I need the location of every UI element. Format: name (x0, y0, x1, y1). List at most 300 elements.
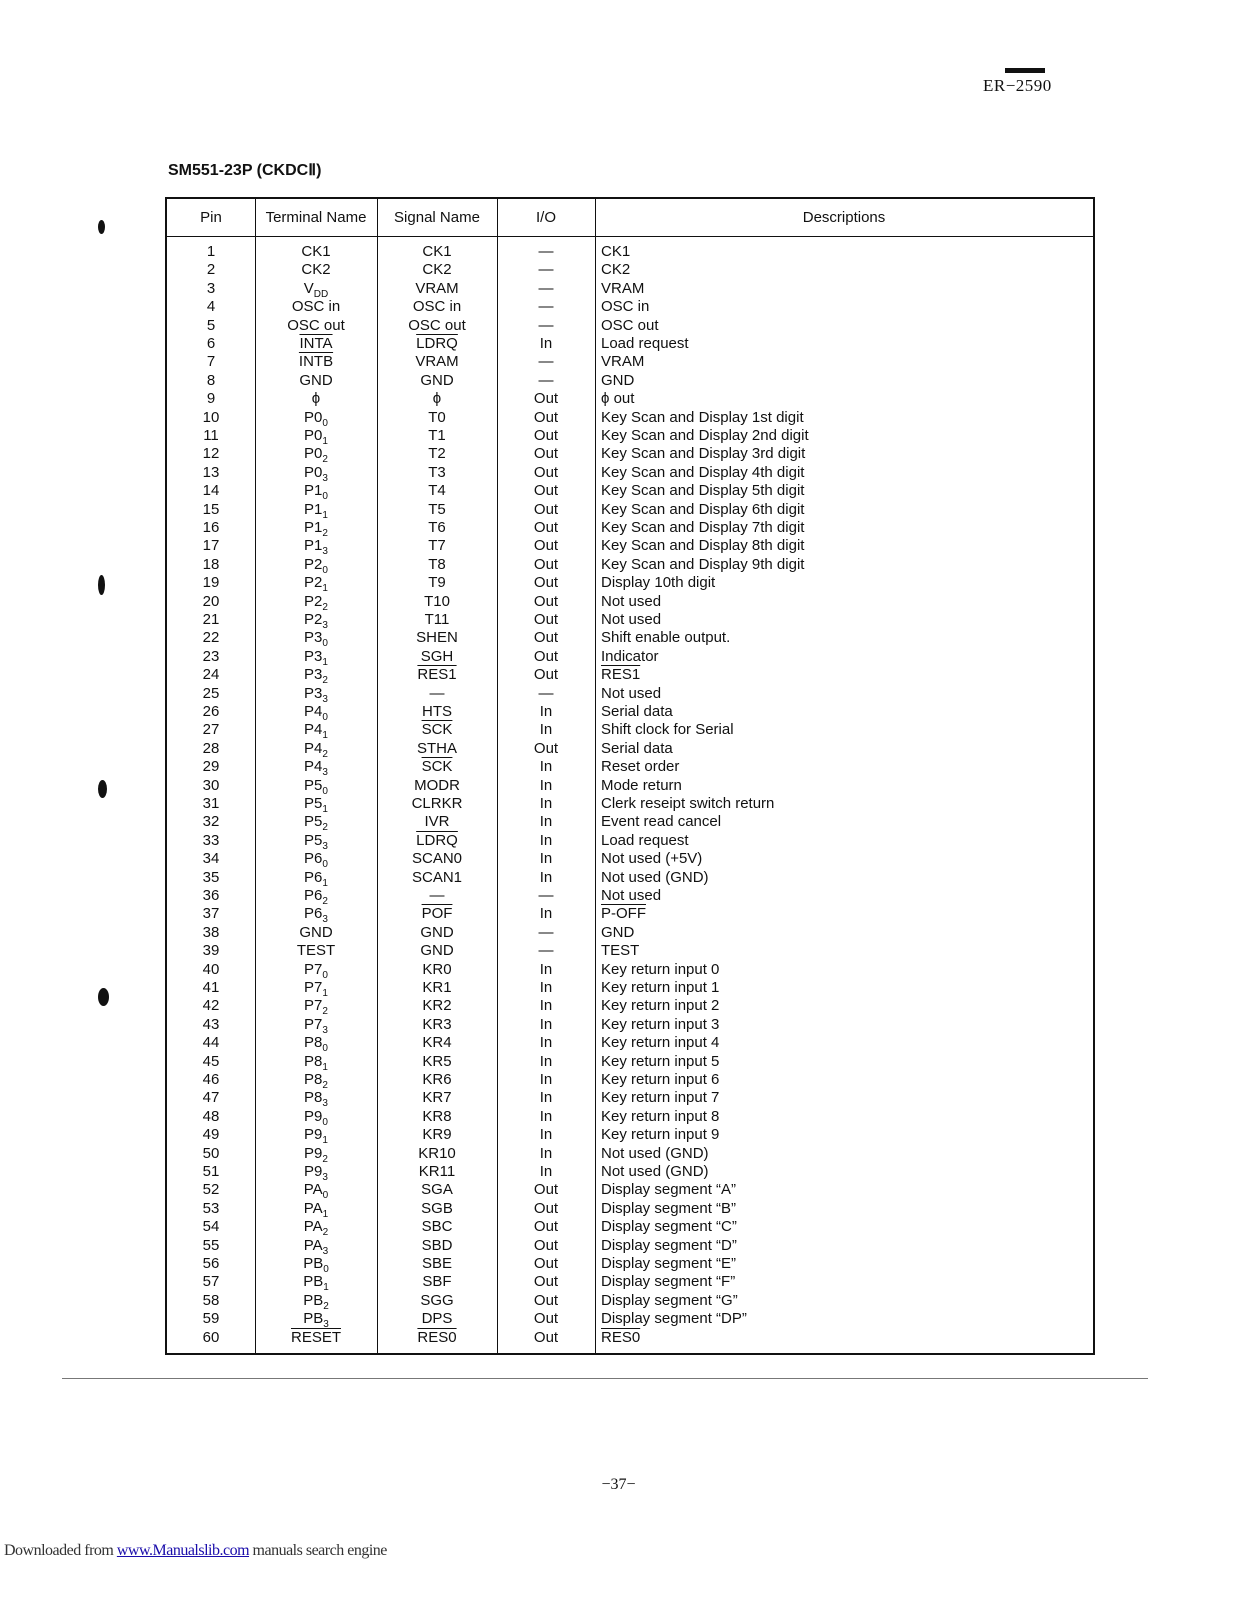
signal-name-cell: LDRQ (416, 831, 458, 849)
io-cell: In (539, 1126, 553, 1144)
description-cell: Not used (601, 684, 662, 702)
terminal-name-cell: $P0_0$ (304, 408, 328, 429)
io-cell: In (539, 1144, 553, 1162)
signal-name-cell: SGA (421, 1181, 453, 1199)
description-cell: VRAM (601, 353, 645, 371)
signal-name-cell: SBF (422, 1273, 452, 1291)
table-row (167, 648, 1093, 666)
table-row (167, 740, 1093, 758)
pin-cell: 50 (202, 1144, 220, 1162)
binder-hole-mark (98, 220, 105, 234)
pin-cell: 42 (202, 997, 220, 1015)
binder-hole-mark (98, 575, 105, 595)
table-row (167, 1218, 1093, 1239)
pin-cell: 32 (202, 813, 220, 831)
description-cell: Not used (601, 887, 662, 904)
pin-cell: 48 (202, 1107, 220, 1125)
description-cell: Not used (GND) (601, 1163, 709, 1180)
table-row (167, 611, 1093, 629)
pin-cell: 15 (202, 500, 220, 518)
pin-cell: 51 (202, 1163, 220, 1180)
pin-cell: 6 (206, 335, 216, 352)
terminal-name-cell: $P1_0$ (304, 482, 328, 503)
io-cell: In (539, 703, 553, 720)
signal-name-cell: $\overline{SCK}$ (421, 758, 453, 776)
pin-cell: 59 (202, 1310, 220, 1328)
table-row (167, 1126, 1093, 1147)
table-row (167, 556, 1093, 574)
table-row (167, 464, 1093, 482)
io-cell: Out (533, 555, 559, 573)
terminal-name-cell: $PA_0$ (303, 1181, 329, 1202)
pin-cell: 12 (202, 445, 220, 463)
terminal-name-cell: $P0_1$ (304, 427, 328, 447)
pin-cell: 38 (202, 923, 220, 941)
signal-name-cell: RES1 (417, 666, 457, 684)
pin-cell: 55 (202, 1236, 220, 1254)
pin-cell: 16 (202, 519, 220, 536)
header-divider (167, 236, 1093, 237)
signal-name-cell: HTS (422, 703, 452, 720)
signal-name-cell: KR11 (418, 1163, 456, 1180)
table-row (167, 537, 1093, 558)
signal-name-cell: T11 (424, 611, 450, 628)
pin-cell: 52 (202, 1181, 220, 1199)
signal-name-cell: KR7 (422, 1089, 452, 1107)
table-row (167, 390, 1093, 408)
terminal-name-cell: CK2 (301, 261, 331, 279)
terminal-name-cell: $P6_1$ (304, 868, 328, 889)
table-row (167, 409, 1093, 427)
table-row (167, 869, 1093, 887)
column-header-terminal-name: Terminal Name (265, 209, 367, 226)
pin-cell: 49 (202, 1126, 220, 1144)
io-cell: Out (533, 537, 559, 555)
io-cell: In (539, 795, 553, 812)
terminal-name-cell: $P3_1$ (304, 647, 328, 668)
pin-cell: 19 (202, 574, 220, 592)
io-cell: Out (533, 739, 559, 757)
signal-name-cell: — (429, 887, 445, 904)
page-number: −37− (601, 1476, 636, 1493)
description-cell: Display segment “D” (601, 1236, 737, 1254)
pin-cell: 8 (206, 371, 216, 389)
signal-name-cell: SBE (421, 1255, 452, 1272)
io-cell: In (539, 1015, 553, 1033)
signal-name-cell: DPS (421, 1310, 453, 1328)
pin-cell: 58 (202, 1291, 220, 1309)
signal-name-cell: T8 (428, 555, 446, 573)
io-cell: Out (533, 1218, 559, 1236)
terminal-name-cell: OSC out (287, 316, 345, 334)
footer-suffix: manuals search engine (249, 1542, 387, 1559)
description-cell: Event read cancel (601, 813, 722, 831)
description-cell: Key return input 0 (601, 960, 720, 978)
description-cell: Display segment “A” (601, 1181, 737, 1199)
table-row (167, 482, 1093, 503)
signal-name-cell: T9 (428, 574, 446, 592)
signal-name-cell: SGG (420, 1291, 454, 1309)
terminal-name-cell: $P9_3$ (304, 1163, 328, 1183)
description-cell: Display segment “E” (601, 1255, 737, 1272)
signal-name-cell: IVR (424, 813, 450, 831)
pin-cell: 60 (202, 1328, 220, 1346)
terminal-name-cell: $P1_3$ (304, 537, 328, 558)
terminal-name-cell: $P8_2$ (304, 1071, 328, 1091)
table-row (167, 1255, 1093, 1273)
description-cell: Display segment “G” (601, 1291, 738, 1309)
terminal-name-cell: $P7_2$ (304, 997, 328, 1018)
table-row (167, 1163, 1093, 1181)
terminal-name-cell: INTA (299, 335, 333, 352)
pin-cell: 39 (202, 942, 220, 960)
description-cell: Key Scan and Display 1st digit (601, 408, 804, 426)
io-cell: Out (533, 592, 559, 610)
io-cell: Out (533, 666, 559, 684)
terminal-name-cell: $P1_2$ (304, 519, 328, 539)
io-cell: — (538, 887, 554, 904)
signal-name-cell: SCAN0 (411, 850, 463, 868)
table-row (167, 666, 1093, 687)
table-row (167, 924, 1093, 942)
io-cell: Out (533, 1236, 559, 1254)
table-row (167, 961, 1093, 979)
io-cell: In (539, 721, 553, 739)
terminal-name-cell: $PB_2$ (303, 1291, 329, 1312)
table-row (167, 777, 1093, 795)
pin-cell: 4 (206, 298, 216, 316)
terminal-name-cell: OSC in (291, 298, 341, 316)
description-cell: Key return input 7 (601, 1089, 720, 1107)
signal-name-cell: SHEN (416, 629, 458, 647)
io-cell: In (539, 997, 553, 1015)
io-cell: Out (533, 611, 559, 628)
table-row (167, 298, 1093, 316)
table-row (167, 1329, 1093, 1347)
description-cell: Load request (601, 831, 689, 849)
description-cell: Key return input 2 (601, 997, 720, 1015)
terminal-name-cell: $P8_0$ (304, 1034, 328, 1055)
io-cell: — (538, 942, 554, 960)
pin-cell: 24 (202, 666, 220, 684)
description-cell: Key Scan and Display 9th digit (601, 555, 805, 573)
description-cell: Key return input 9 (601, 1126, 720, 1144)
table-row (167, 942, 1093, 960)
io-cell: In (539, 868, 553, 886)
signal-name-cell: T2 (428, 445, 446, 463)
table-row (167, 501, 1093, 519)
terminal-name-cell: $PA_3$ (303, 1236, 329, 1257)
io-cell: Out (533, 574, 559, 592)
description-cell: Display segment “C” (601, 1218, 737, 1236)
table-row (167, 1145, 1093, 1163)
description-cell: Key Scan and Display 2nd digit (601, 427, 809, 444)
table-row (167, 1181, 1093, 1202)
table-row (167, 850, 1093, 871)
io-cell: — (538, 353, 554, 371)
signal-name-cell: KR4 (422, 1034, 452, 1052)
description-cell: Key Scan and Display 8th digit (601, 537, 805, 555)
pin-cell: 44 (202, 1034, 220, 1052)
signal-name-cell: STHA (416, 739, 457, 757)
signal-name-cell: LDRQ (416, 335, 458, 352)
signal-name-cell: KR1 (422, 979, 452, 996)
footer (4, 1542, 387, 1560)
description-cell: OSC in (601, 298, 650, 316)
description-cell: Key return input 8 (601, 1107, 720, 1125)
description-cell: GND (601, 923, 635, 941)
description-cell: VRAM (601, 279, 645, 297)
description-cell: Display segment “DP” (601, 1310, 747, 1328)
io-cell: Out (533, 629, 559, 647)
table-row (167, 1273, 1093, 1294)
description-cell: ϕ out (601, 390, 635, 408)
io-cell: — (538, 371, 554, 389)
signal-name-cell: GND (420, 942, 454, 960)
pin-cell: 33 (202, 831, 220, 849)
terminal-name-cell: $P2_3$ (304, 611, 328, 631)
table-row (167, 832, 1093, 850)
terminal-name-cell: $P6_2$ (304, 887, 328, 907)
signal-name-cell: KR10 (418, 1144, 456, 1162)
io-cell: In (539, 1071, 553, 1088)
table-row (167, 997, 1093, 1018)
pin-cell: 41 (202, 979, 220, 996)
signal-name-cell: GND (420, 371, 454, 389)
pin-cell: 26 (202, 703, 220, 720)
table-row (167, 795, 1093, 813)
terminal-name-cell: $P4_1$ (304, 721, 328, 742)
signal-name-cell: CK2 (422, 261, 452, 279)
io-cell: Out (533, 1328, 559, 1346)
table-row (167, 1089, 1093, 1110)
pin-cell: 46 (202, 1071, 220, 1088)
column-header-signal-name: Signal Name (394, 209, 480, 226)
description-cell: RES1 (601, 666, 641, 684)
io-cell: — (538, 923, 554, 941)
signal-name-cell: T4 (428, 482, 446, 500)
table-row (167, 261, 1093, 279)
pin-cell: 57 (202, 1273, 220, 1291)
table-row (167, 1108, 1093, 1126)
pin-cell: 30 (202, 776, 220, 794)
io-cell: — (538, 243, 554, 260)
table-row (167, 887, 1093, 905)
description-cell: GND (601, 371, 635, 389)
signal-name-cell: T1 (428, 427, 446, 444)
io-cell: Out (533, 647, 559, 665)
binder-hole-mark (98, 988, 109, 1006)
description-cell: Key Scan and Display 7th digit (601, 519, 805, 536)
terminal-name-cell: $P6_0$ (304, 850, 328, 871)
signal-name-cell: KR6 (422, 1071, 452, 1088)
description-cell: Display 10th digit (601, 574, 716, 592)
signal-name-cell: SGB (421, 1199, 453, 1217)
description-cell: Reset order (601, 758, 680, 776)
pin-cell: 5 (206, 316, 216, 334)
pin-cell: 13 (202, 463, 220, 481)
description-cell: TEST (601, 942, 640, 960)
terminal-name-cell: CK1 (301, 243, 331, 260)
io-cell: — (538, 261, 554, 279)
pin-cell: 35 (202, 868, 220, 886)
description-cell: Key return input 6 (601, 1071, 720, 1088)
signal-name-cell: SBC (421, 1218, 453, 1236)
io-cell: Out (533, 445, 559, 463)
terminal-name-cell: $P4_0$ (304, 703, 328, 723)
terminal-name-cell: $P7_0$ (304, 960, 328, 981)
pin-cell: 47 (202, 1089, 220, 1107)
description-cell: Key return input 3 (601, 1015, 720, 1033)
signal-name-cell: KR5 (422, 1052, 452, 1070)
pin-cell: 34 (202, 850, 220, 868)
table-row (167, 317, 1093, 335)
pin-cell: 27 (202, 721, 220, 739)
description-cell: Display segment “F” (601, 1273, 736, 1291)
table-title: SM551-23P (CKDCⅡ) (168, 162, 322, 179)
pin-cell: 17 (202, 537, 220, 555)
signal-name-cell: T5 (428, 500, 446, 518)
io-cell: Out (533, 1181, 559, 1199)
signal-name-cell: CK1 (422, 243, 452, 260)
signal-name-cell: — (429, 684, 445, 702)
terminal-name-cell: $P3_2$ (304, 666, 328, 687)
terminal-name-cell: $P2_0$ (304, 555, 328, 576)
pin-cell: 18 (202, 555, 220, 573)
terminal-name-cell: ϕ (311, 390, 321, 408)
terminal-name-cell: $P5_0$ (304, 776, 328, 797)
io-cell: Out (533, 519, 559, 536)
io-cell: Out (533, 1255, 559, 1272)
signal-name-cell: ϕ (432, 390, 442, 408)
signal-name-cell: $\overline{POF}$ (421, 905, 453, 923)
io-cell: Out (533, 1273, 559, 1291)
terminal-name-cell: $P7_1$ (304, 979, 328, 999)
table-row (167, 1053, 1093, 1071)
terminal-name-cell: $P0_3$ (304, 463, 328, 484)
signal-name-cell: GND (420, 923, 454, 941)
terminal-name-cell: $P2_1$ (304, 574, 328, 595)
description-cell: Serial data (601, 739, 673, 757)
table-row (167, 353, 1093, 371)
signal-name-cell: RES0 (417, 1328, 457, 1346)
header-rule (1005, 68, 1045, 73)
table-row (167, 1310, 1093, 1331)
pin-cell: 28 (202, 739, 220, 757)
description-cell: CK2 (601, 261, 631, 279)
signal-name-cell: KR8 (422, 1107, 452, 1125)
binder-hole-mark (98, 780, 107, 798)
terminal-name-cell: $P9_2$ (304, 1144, 328, 1165)
pin-cell: 45 (202, 1052, 220, 1070)
pin-cell: 7 (206, 353, 216, 371)
terminal-name-cell: $P9_0$ (304, 1107, 328, 1128)
terminal-name-cell: $P6_3$ (304, 905, 328, 926)
signal-name-cell: KR3 (422, 1015, 452, 1033)
description-cell: Shift enable output. (601, 629, 731, 647)
description-cell: Clerk reseipt switch return (601, 795, 775, 812)
signal-name-cell: SCAN1 (411, 868, 463, 886)
terminal-name-cell: $P2_2$ (304, 592, 328, 613)
io-cell: Out (533, 500, 559, 518)
description-cell: Key Scan and Display 5th digit (601, 482, 805, 500)
signal-name-cell: T0 (428, 408, 446, 426)
io-cell: Out (533, 482, 559, 500)
description-cell: Not used (601, 611, 662, 628)
pin-cell: 25 (202, 684, 220, 702)
pin-cell: 29 (202, 758, 220, 776)
table-row (167, 758, 1093, 779)
signal-name-cell: KR9 (422, 1126, 452, 1144)
terminal-name-cell: $PB_3$ (303, 1310, 329, 1331)
pin-cell: 11 (203, 427, 219, 444)
table-row (167, 574, 1093, 595)
table-row (167, 1016, 1093, 1034)
footer-prefix: Downloaded from (4, 1542, 117, 1559)
pin-cell: 54 (202, 1218, 220, 1236)
signal-name-cell: T3 (428, 463, 446, 481)
table-row (167, 519, 1093, 537)
table-row (167, 979, 1093, 997)
terminal-name-cell: $P7_3$ (304, 1015, 328, 1036)
terminal-name-cell: $P3_3$ (304, 684, 328, 705)
signal-name-cell: T6 (428, 519, 446, 536)
description-cell: Display segment “B” (601, 1199, 737, 1217)
pin-cell: 9 (206, 390, 216, 408)
description-cell: CK1 (601, 243, 631, 260)
signal-name-cell: SBD (421, 1236, 453, 1254)
terminal-name-cell: $PB_1$ (303, 1273, 329, 1294)
io-cell: In (539, 850, 553, 868)
terminal-name-cell: $P5_1$ (304, 795, 328, 815)
description-cell: Key return input 4 (601, 1034, 720, 1052)
pin-cell: 10 (202, 408, 220, 426)
pin-cell: 2 (206, 261, 216, 279)
io-cell: In (539, 1089, 553, 1107)
table-row (167, 335, 1093, 353)
column-header-io: I/O (535, 209, 556, 226)
pin-cell: 20 (202, 592, 220, 610)
terminal-name-cell: RESET (290, 1328, 341, 1346)
signal-name-cell: OSC in (412, 298, 462, 316)
pin-cell: 21 (202, 611, 220, 628)
terminal-name-cell: $P8_1$ (304, 1052, 328, 1073)
description-cell: OSC out (601, 316, 659, 334)
terminal-name-cell: TEST (296, 942, 336, 960)
pin-cell: 31 (202, 795, 220, 812)
terminal-name-cell: $P8_3$ (304, 1089, 328, 1110)
io-cell: In (539, 335, 553, 352)
terminal-name-cell: $P0_2$ (304, 445, 328, 466)
terminal-name-cell: $P4_3$ (304, 758, 328, 779)
terminal-name-cell: GND (299, 923, 333, 941)
io-cell: Out (533, 427, 559, 444)
terminal-name-cell: $V_{DD}$ (303, 279, 329, 300)
description-cell: Indicator (601, 647, 659, 665)
io-cell: — (538, 316, 554, 334)
table-row (167, 685, 1093, 703)
manualslib-link[interactable]: www.Manualslib.com (116, 1542, 250, 1559)
table-row (167, 721, 1093, 742)
table-row (167, 1237, 1093, 1255)
io-cell: Out (533, 408, 559, 426)
pin-cell: 14 (202, 482, 220, 500)
io-cell: Out (533, 463, 559, 481)
description-cell: Key return input 1 (601, 979, 720, 996)
terminal-name-cell: $P5_3$ (304, 831, 328, 852)
signal-name-cell: MODR (414, 776, 460, 794)
signal-name-cell: OSC out (408, 316, 466, 334)
